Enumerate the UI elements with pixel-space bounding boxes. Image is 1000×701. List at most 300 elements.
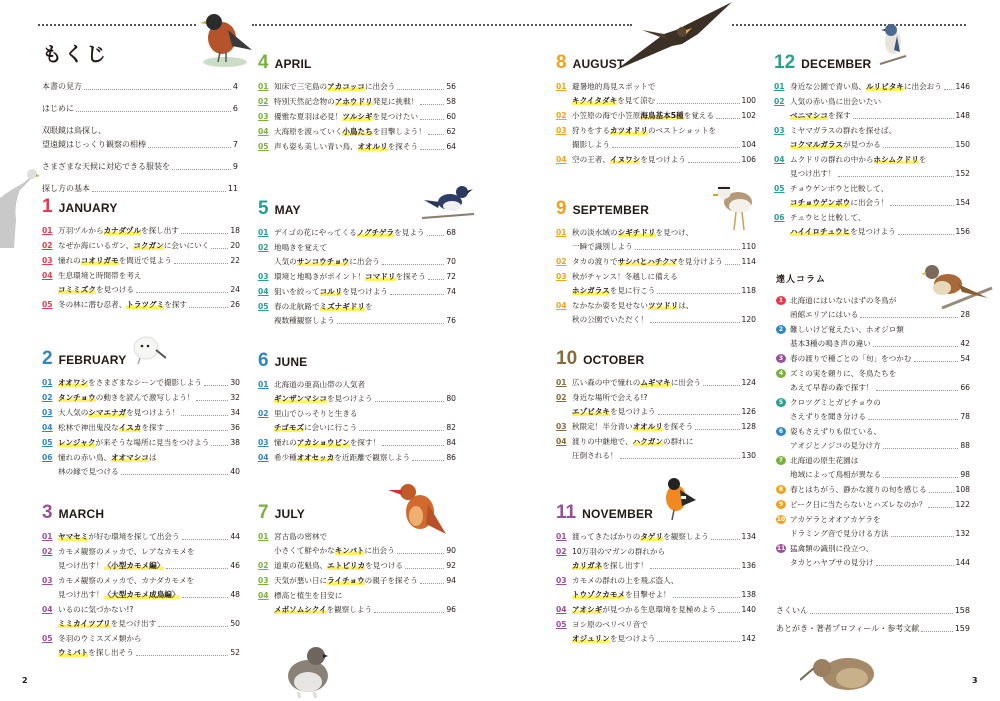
entry-number: 03	[258, 112, 269, 121]
entry-line	[42, 574, 240, 588]
entry-text-part: 北海道の亜高山帯の人気者	[274, 380, 366, 389]
entry-page: 24	[230, 285, 240, 294]
entry-number: 04	[556, 437, 567, 446]
month-section	[42, 502, 240, 661]
entry-text-part: を探す	[164, 300, 188, 309]
entry-text	[58, 646, 134, 660]
entry-line	[42, 617, 240, 631]
entry-line	[556, 632, 756, 646]
entry-line	[258, 226, 456, 240]
toc-entry[interactable]	[42, 574, 240, 602]
entry-number: 03	[774, 126, 785, 135]
toc-entry[interactable]	[258, 140, 456, 154]
entry-line	[42, 406, 240, 420]
entry-text	[572, 270, 678, 284]
entry-text-part: 撮影しよう	[572, 140, 610, 149]
column-page: 88	[960, 441, 970, 450]
toc-entry[interactable]	[42, 376, 240, 390]
entry-text-part: のベストショットを	[647, 126, 717, 135]
entry-text-part: を見つけ、	[655, 228, 694, 237]
bird-name-highlight: コルリ	[319, 287, 343, 296]
bird-name-highlight: トウゾクカモメ	[572, 590, 626, 599]
entry-line	[258, 421, 456, 435]
toc-entry[interactable]	[556, 255, 756, 269]
toc-entry[interactable]	[774, 124, 970, 152]
bird-name-highlight: サンコウチョウ	[296, 257, 350, 266]
entry-line	[42, 254, 240, 268]
leader-dots	[337, 314, 445, 324]
column-text: ピーク日に当たらないとハズレなのか？	[790, 500, 927, 509]
entry-number: 01	[42, 226, 53, 235]
entry-text	[58, 421, 164, 435]
leader-dots	[181, 406, 228, 416]
entry-line	[258, 241, 456, 255]
entry-page: 40	[230, 467, 240, 476]
leader-dots	[929, 483, 954, 493]
toc-row[interactable]: 本書の見方 4	[42, 82, 238, 91]
bird-name-highlight: オオルリ	[357, 142, 388, 151]
entry-text-part: は	[148, 453, 157, 462]
entry-text-part: 環境と地鳴きがポイント！	[274, 272, 366, 281]
column-line	[776, 425, 970, 439]
entry-text-part: 道東の花魁鳥、	[274, 561, 328, 570]
toc-row[interactable]: さくいん 158	[776, 606, 970, 615]
entry-line	[556, 240, 756, 254]
column-page: 108	[955, 485, 970, 494]
redstart-bird	[652, 474, 700, 524]
entry-text	[790, 167, 836, 181]
column-entry[interactable]	[776, 396, 970, 424]
entry-text-part: 複数種観察しよう	[274, 316, 335, 325]
month-name: JULY	[274, 507, 305, 521]
entry-text-part: 見つけ出す！	[58, 590, 104, 599]
toc-entry[interactable]	[258, 241, 456, 269]
entry-line	[42, 421, 240, 435]
month-number: 9	[556, 198, 567, 219]
entry-line	[774, 124, 970, 138]
entry-text	[572, 545, 665, 559]
entry-number: 01	[258, 228, 269, 237]
leader-dots	[211, 436, 228, 446]
entry-number: 02	[556, 257, 567, 266]
entry-number: 03	[42, 576, 53, 585]
leader-dots	[876, 556, 954, 566]
leader-dots	[914, 352, 959, 362]
entry-text-part: ヨシ原のベリベリ音で	[572, 620, 648, 629]
entry-line	[258, 255, 456, 269]
entry-text	[572, 435, 693, 449]
bird-name-highlight: ツツドリ	[647, 301, 679, 310]
leader-dots	[397, 544, 445, 554]
entry-number: 02	[42, 393, 53, 402]
entry-text-part: 渡りの中継地で、	[572, 437, 633, 446]
entry-text-part: を目撃しよう！	[372, 127, 426, 136]
column-number-badge: 2	[776, 325, 786, 334]
leader-dots	[182, 530, 229, 540]
entry-number: 02	[556, 547, 567, 556]
entry-number: 03	[556, 126, 567, 135]
column-number-badge: 6	[776, 427, 786, 436]
eagle-bird	[612, 0, 738, 72]
entry-page: 106	[741, 155, 756, 164]
entry-page: 148	[955, 111, 970, 120]
entry-text-part: が好む環境を探して出会う	[88, 532, 180, 541]
entry-text	[274, 421, 357, 435]
entry-text-part: を見つけよう	[850, 227, 896, 236]
entry-number: 02	[774, 97, 785, 106]
toc-entry[interactable]	[556, 618, 756, 646]
entry-line	[556, 405, 756, 419]
entry-number: 01	[774, 82, 785, 91]
toc-entry[interactable]	[258, 451, 456, 465]
entry-number: 03	[556, 272, 567, 281]
toc-entry[interactable]	[42, 451, 240, 479]
entry-text-part: ムクドリの群れの中から	[790, 155, 874, 164]
entry-text-part: 小さくて鮮やかな	[274, 546, 335, 555]
entry-text-part: を観察しよう	[326, 605, 373, 614]
entry-line	[42, 283, 240, 297]
month-name: OCTOBER	[583, 353, 645, 367]
toc-row[interactable]: 探し方の基本 11	[42, 184, 238, 193]
leader-dots	[136, 646, 229, 656]
entry-page: 124	[741, 378, 756, 387]
toc-row[interactable]: さまざまな天候に対応できる服装を 9	[42, 162, 238, 171]
front-matter-list	[42, 80, 238, 196]
entry-line	[258, 436, 456, 450]
entry-number: 04	[258, 127, 269, 136]
bird-name-highlight: シマエナガ	[88, 408, 127, 417]
toc-entry[interactable]	[258, 559, 456, 573]
toc-entry[interactable]	[42, 545, 240, 573]
entry-page: 36	[230, 423, 240, 432]
entry-text-part: を探す	[141, 423, 165, 432]
entry-text	[58, 603, 133, 617]
toc-entry[interactable]	[42, 632, 240, 660]
column-number-badge: 4	[776, 369, 786, 378]
column-text: アカゲラとオオアカゲラを	[790, 515, 881, 524]
entry-text	[790, 124, 896, 138]
entry-number: 01	[258, 532, 269, 541]
column-line	[776, 513, 970, 527]
entry-number: 04	[42, 605, 53, 614]
entry-line	[556, 255, 756, 269]
entry-number: 03	[258, 576, 269, 585]
month-section	[42, 348, 240, 480]
entry-line	[42, 588, 240, 602]
toc-entry[interactable]	[258, 95, 456, 109]
woodcock-bird	[800, 646, 884, 698]
leader-dots	[136, 283, 228, 293]
entry-text-part: に出会う！	[850, 198, 889, 207]
column-page: 144	[955, 558, 970, 567]
toc-entry[interactable]	[258, 436, 456, 450]
bird-name-highlight: ハクガン	[632, 437, 663, 446]
toc-entry[interactable]	[42, 436, 240, 450]
toc-entry[interactable]	[556, 391, 756, 419]
leader-dots	[658, 405, 740, 415]
entry-page: 76	[446, 316, 456, 325]
entry-page: 70	[446, 257, 456, 266]
bird-name-highlight: エゾビタキ	[572, 407, 610, 416]
entry-text	[58, 530, 180, 544]
bird-name-highlight: シギチドリ	[617, 228, 656, 237]
toc-entry[interactable]	[774, 95, 970, 123]
toc-entry[interactable]	[556, 603, 756, 617]
entry-page: 80	[446, 394, 456, 403]
entry-text	[274, 544, 395, 558]
toc-entry[interactable]	[556, 545, 756, 573]
entry-text	[274, 140, 418, 154]
column-entry[interactable]	[776, 425, 970, 453]
entry-page: 86	[446, 453, 456, 462]
entry-page: 104	[741, 140, 756, 149]
leader-dots	[695, 420, 739, 430]
column-text: アオジとノジコの見分け方	[790, 441, 881, 450]
toc-entry[interactable]	[258, 574, 456, 588]
entry-text-part: カモメ観察のメッカで、カナダカモメを	[58, 576, 195, 585]
column-line	[776, 381, 970, 395]
column-text: 春の渡りで種ごとの「旬」をつかむ	[790, 354, 912, 363]
entry-text	[58, 254, 172, 268]
entry-number: 04	[556, 155, 567, 164]
entry-page: 92	[446, 561, 456, 570]
toc-entry[interactable]	[774, 182, 970, 210]
entry-text	[572, 405, 656, 419]
leader-dots	[211, 239, 228, 249]
entry-text	[572, 632, 655, 646]
entry-text	[274, 407, 358, 421]
toc-entry[interactable]	[556, 299, 756, 327]
bird-name-highlight: カナダヅル	[103, 226, 141, 235]
toc-entry[interactable]	[258, 407, 456, 435]
column-entry[interactable]	[776, 352, 970, 366]
leader-dots	[359, 421, 444, 431]
bird-name-highlight: ミズナギドリ	[319, 302, 365, 311]
toc-entry[interactable]	[556, 376, 756, 390]
toc-entry[interactable]	[556, 530, 756, 544]
entry-text-part: 宮古島の密林で	[274, 532, 328, 541]
toc-entry[interactable]	[42, 224, 240, 238]
toc-entry[interactable]	[556, 420, 756, 434]
entry-text	[274, 378, 365, 392]
leader-dots	[428, 125, 444, 135]
bird-name-highlight: ベニマシコ	[790, 111, 828, 120]
toc-row[interactable]: 双眼鏡は鳥探し、	[42, 126, 106, 135]
toc-entry[interactable]	[774, 211, 970, 239]
entry-number: 03	[556, 576, 567, 585]
toc-row[interactable]: あとがき・著者プロフィール・参考文献 159	[776, 624, 970, 633]
entry-text	[274, 125, 426, 139]
toc-entry[interactable]	[258, 125, 456, 139]
leader-dots	[944, 80, 954, 90]
leader-dots	[375, 392, 445, 402]
toc-entry[interactable]	[42, 421, 240, 435]
entry-text-part: チョウゲンボウと比較して、	[790, 184, 889, 193]
entry-line	[258, 451, 456, 465]
entry-text-part: を見に行こう	[609, 286, 656, 295]
column-entry[interactable]	[776, 498, 970, 512]
column-entry[interactable]	[776, 542, 970, 570]
toc-row[interactable]: はじめに 6	[42, 104, 238, 113]
top-dotted-rule	[732, 24, 966, 26]
entry-line	[258, 392, 456, 406]
toc-entry[interactable]	[556, 80, 756, 108]
entry-page: 82	[446, 423, 456, 432]
entry-number: 02	[258, 97, 269, 106]
toc-entry[interactable]	[42, 530, 240, 544]
column-entry[interactable]	[776, 367, 970, 395]
column-number-badge: 9	[776, 500, 786, 509]
entry-number: 02	[42, 241, 53, 250]
entry-text	[572, 618, 648, 632]
entry-text	[572, 588, 671, 602]
month-section	[258, 350, 456, 466]
toc-entry[interactable]	[556, 109, 756, 123]
column-text: 地域によって鳥相が異なる	[790, 470, 882, 479]
entry-text-part: を見つけよう	[609, 407, 656, 416]
entry-text	[58, 436, 209, 450]
entry-text-part: を見て涼む	[617, 96, 656, 105]
toc-entry[interactable]	[258, 285, 456, 299]
column-line	[776, 468, 970, 482]
toc-entry[interactable]	[258, 300, 456, 328]
entry-number: 01	[42, 532, 53, 541]
toc-entry[interactable]	[258, 270, 456, 284]
leader-dots	[397, 80, 444, 90]
toc-entry[interactable]	[258, 589, 456, 617]
toc-entry[interactable]	[258, 226, 456, 240]
entry-text-part: 希少種	[274, 453, 297, 462]
bird-name-highlight: ミミカイツブリ	[58, 619, 111, 628]
toc-entry[interactable]	[556, 270, 756, 298]
toc-entry[interactable]	[556, 153, 756, 167]
entry-page: 62	[446, 127, 456, 136]
column-line	[776, 542, 970, 556]
entry-number: 05	[258, 302, 269, 311]
entry-number: 01	[556, 82, 567, 91]
toc-entry[interactable]	[556, 435, 756, 463]
entry-line	[42, 632, 240, 646]
toc-entry[interactable]	[258, 378, 456, 406]
entry-text-part: 人気の赤い鳥に出会いたい	[790, 97, 882, 106]
leader-dots	[716, 109, 740, 119]
toc-entry[interactable]	[774, 80, 970, 94]
month-name: AUGUST	[572, 57, 625, 71]
column-text: 基本3種の鳴き声の違い	[790, 339, 871, 348]
entry-number: 01	[556, 378, 567, 387]
leader-dots	[890, 196, 953, 206]
bird-name-highlight: オオワシ	[58, 378, 89, 387]
entry-text-part: に出会おう	[903, 82, 942, 91]
column-entry[interactable]	[776, 454, 970, 482]
toc-entry[interactable]	[42, 603, 240, 631]
column-text: 難しいけど覚えたい、ホオジロ類	[790, 325, 904, 334]
entry-number: 04	[258, 453, 269, 462]
entry-text-part: をさまざまなシーンで撮影しよう	[88, 378, 202, 387]
column-line	[776, 498, 970, 512]
entry-text	[274, 110, 418, 124]
toc-entry[interactable]	[774, 153, 970, 181]
entry-page: 20	[230, 241, 240, 250]
toc-entry[interactable]	[258, 110, 456, 124]
entry-page: 154	[955, 198, 970, 207]
entry-page: 94	[446, 576, 456, 585]
column-number-badge: 8	[776, 485, 786, 494]
entry-line	[774, 153, 970, 167]
entry-page: 72	[446, 272, 456, 281]
entry-text-part: を見つけたい	[372, 112, 419, 121]
bird-name-highlight: ツルシギ	[342, 112, 373, 121]
month-header	[42, 196, 240, 218]
entry-text-part: を探し出す	[140, 226, 179, 235]
entry-number: 04	[258, 287, 269, 296]
heron-bird	[0, 164, 40, 248]
leader-dots	[420, 140, 444, 150]
toc-entry[interactable]	[42, 406, 240, 420]
entry-text-part: ミヤマガラスの群れを探せば、	[790, 126, 897, 135]
bird-name-highlight: ウミバト	[58, 648, 89, 657]
bird-name-highlight: トラツグミ	[126, 300, 165, 309]
entry-page: 90	[446, 546, 456, 555]
blue-robin-bird	[876, 16, 910, 68]
entry-text	[790, 182, 888, 196]
entry-text	[274, 270, 426, 284]
entry-text	[790, 196, 888, 210]
entry-line	[258, 589, 456, 603]
entry-text	[572, 313, 648, 327]
entry-text	[790, 225, 896, 239]
entry-text	[274, 241, 327, 255]
toc-entry[interactable]	[42, 254, 240, 268]
entry-text-part: 渡ってきたばかりの	[572, 532, 641, 541]
toc-entry[interactable]	[42, 269, 240, 297]
entry-number: 04	[556, 605, 567, 614]
leader-dots	[382, 255, 445, 265]
entry-text-part: の群れに	[662, 437, 694, 446]
column-entry[interactable]	[776, 323, 970, 351]
month-name: JANUARY	[58, 201, 118, 215]
leader-dots	[635, 240, 740, 250]
toc-entry[interactable]	[42, 391, 240, 405]
toc-entry[interactable]	[556, 574, 756, 602]
leader-dots	[718, 603, 739, 613]
toc-entry[interactable]	[42, 298, 240, 312]
page-number-left: 2	[22, 676, 28, 685]
entry-line	[556, 420, 756, 434]
column-entry[interactable]	[776, 483, 970, 497]
toc-entry[interactable]	[556, 124, 756, 152]
entry-text-part: 春の北航路で	[274, 302, 320, 311]
entry-page: 142	[741, 634, 756, 643]
column-text: 北海道にはいないはずの冬鳥が	[790, 296, 897, 305]
entry-text	[274, 530, 327, 544]
column-entry[interactable]	[776, 513, 970, 541]
entry-text	[274, 574, 418, 588]
column-number-badge: 5	[776, 398, 786, 407]
entry-text-part: を見つけよう	[326, 394, 373, 403]
entry-number: 04	[42, 271, 53, 280]
toc-entry[interactable]	[42, 239, 240, 253]
toc-row[interactable]: 望遠鏡はじっくり観察の相棒 7	[42, 140, 238, 149]
entry-text-part: 万羽ヅルから	[58, 226, 104, 235]
entry-text-part: が来そうな場所に見当をつけよう	[95, 438, 210, 447]
entry-number: 03	[258, 438, 269, 447]
bird-name-highlight: ノグチゲラ	[356, 228, 395, 237]
entry-text	[572, 255, 723, 269]
toc-entry[interactable]	[258, 80, 456, 94]
column-text: 北海道の原生花園は	[790, 456, 859, 465]
month-name: JUNE	[274, 355, 308, 369]
